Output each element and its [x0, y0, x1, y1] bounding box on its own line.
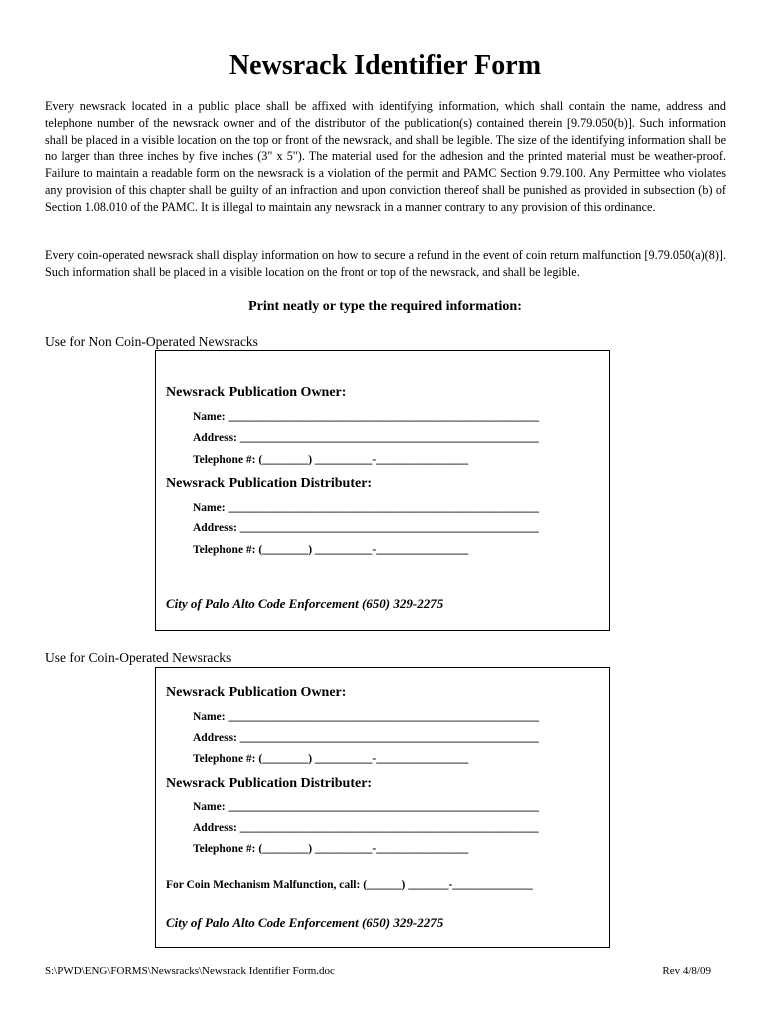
coin-malfunction-phone-field[interactable]: For Coin Mechanism Malfunction, call: (______) _______-______________	[166, 879, 533, 891]
owner-name-field[interactable]: Name: ______________________________________________________	[193, 411, 539, 423]
coin-refund-paragraph: Every coin-operated newsrack shall display information on how to secure a refund in the event of coin return malfunction [9.79.050(a)(8)]. Such information shall be placed in a visible location on the front or top of the newsrack, and shall be legible.	[45, 248, 726, 279]
distributor-heading: Newsrack Publication Distributer:	[166, 476, 373, 491]
distributor-telephone-field[interactable]: Telephone #: (________) __________-________________	[193, 843, 469, 855]
code-enforcement-contact: City of Palo Alto Code Enforcement (650) 329-2275	[166, 915, 444, 930]
code-enforcement-contact: City of Palo Alto Code Enforcement (650) 329-2275	[166, 596, 444, 611]
distributor-address-field[interactable]: Address: ____________________________________________________	[193, 822, 539, 834]
instruction-heading: Print neatly or type the required information:	[248, 299, 522, 314]
footer-revision: Rev 4/8/09	[662, 965, 711, 977]
distributor-address-field[interactable]: Address: ____________________________________________________	[193, 522, 539, 534]
distributor-name-field[interactable]: Name: ______________________________________________________	[193, 801, 539, 813]
footer-file-path: S:\PWD\ENG\FORMS\Newsracks\Newsrack Identifier Form.doc	[45, 965, 335, 977]
owner-address-field[interactable]: Address: ____________________________________________________	[193, 732, 539, 744]
intro-paragraph: Every newsrack located in a public place shall be affixed with identifying information, which shall contain the name, address and telephone number of the newsrack owner and of the distributor of the publication(s) contained therein [9.79.050(b)]. Such information shall be placed in a visible location on the top or front of the newsrack, and shall be legible. The size of the identifying information shall be no larger than three inches by five inches (3" x 5"). The material used for the adhesion and the printed material must be weather-proof. Failure to maintain a readable form on the newsrack is a violation of the permit and PAMC Section 9.79.100. Any Permittee who violates any provision of this chapter shall be guilty of an infraction and upon conviction thereof shall be punished as provided in subsection (b) of Section 1.08.010 of the PAMC. It is illegal to maintain any newsrack in a manner contrary to any provision of this ordinance.	[45, 99, 726, 214]
non-coin-section-label: Use for Non Coin-Operated Newsracks	[45, 334, 258, 349]
owner-heading: Newsrack Publication Owner:	[166, 385, 347, 400]
coin-form-box	[155, 667, 610, 948]
owner-heading: Newsrack Publication Owner:	[166, 685, 347, 700]
distributor-name-field[interactable]: Name: ______________________________________________________	[193, 502, 539, 514]
owner-name-field[interactable]: Name: ______________________________________________________	[193, 711, 539, 723]
distributor-heading: Newsrack Publication Distributer:	[166, 776, 373, 791]
owner-telephone-field[interactable]: Telephone #: (________) __________-________________	[193, 454, 469, 466]
page-title: Newsrack Identifier Form	[228, 50, 542, 81]
owner-address-field[interactable]: Address: ____________________________________________________	[193, 432, 539, 444]
non-coin-form-box	[155, 350, 610, 631]
owner-telephone-field[interactable]: Telephone #: (________) __________-________________	[193, 753, 469, 765]
coin-section-label: Use for Coin-Operated Newsracks	[45, 650, 232, 665]
distributor-telephone-field[interactable]: Telephone #: (________) __________-________________	[193, 544, 469, 556]
